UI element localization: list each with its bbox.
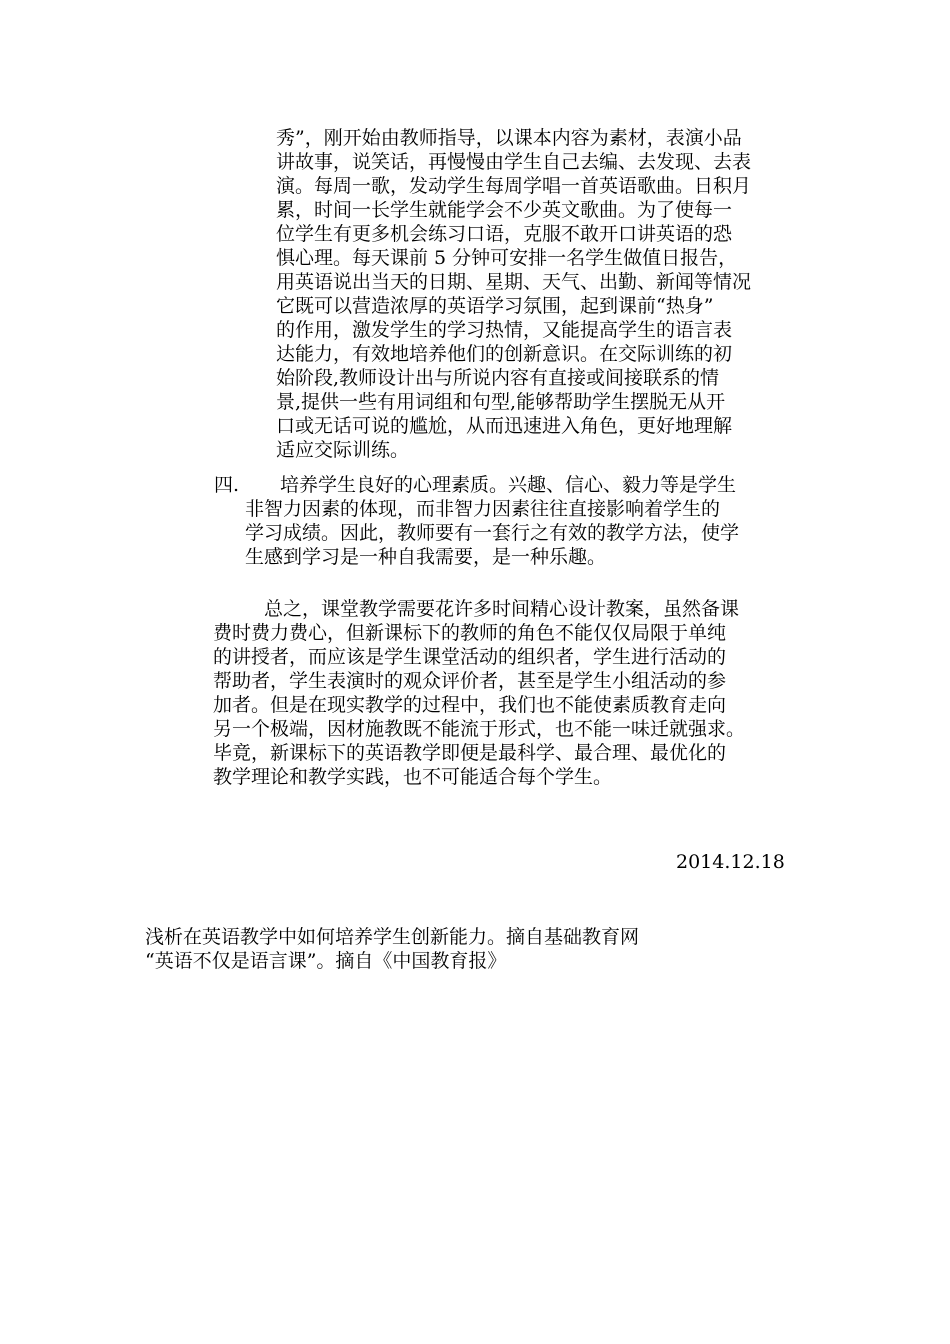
text-line: 培养学生良好的心理素质。兴趣、信心、毅力等是学生 — [280, 474, 737, 496]
text-line: 适应交际训练。 — [276, 439, 410, 461]
text-line: 的作用，激发学生的学习热情，又能提高学生的语言表 — [276, 319, 733, 341]
text-line: 费时费力费心，但新课标下的教师的角色不能仅仅局限于单纯 — [213, 622, 727, 644]
text-line: 它既可以营造浓厚的英语学习氛围，起到课前“热身” — [276, 295, 714, 317]
text-line: 另一个极端，因材施教既不能流于形式，也不能一味迁就强求。 — [213, 718, 746, 740]
item-number: 四. — [214, 474, 240, 496]
date-stamp: 2014.12.18 — [676, 851, 785, 873]
reference-line: 浅析在英语教学中如何培养学生创新能力。摘自基础教育网 — [145, 926, 640, 948]
text-line: 景,提供一些有用词组和句型,能够帮助学生摆脱无从开 — [276, 391, 726, 413]
text-line: 位学生有更多机会练习口语，克服不敢开口讲英语的恐 — [276, 223, 733, 245]
text-line: 用英语说出当天的日期、星期、天气、出勤、新闻等情况 — [276, 271, 752, 293]
text-line: 惧心理。每天课前 5 分钟可安排一名学生做值日报告， — [276, 247, 738, 269]
text-line: 总之，课堂教学需要花许多时间精心设计教案，虽然备课 — [264, 598, 740, 620]
text-line: 加者。但是在现实教学的过程中，我们也不能使素质教育走向 — [213, 694, 727, 716]
text-line: 始阶段,教师设计出与所说内容有直接或间接联系的情 — [276, 367, 720, 389]
text-line: 学习成绩。因此，教师要有一套行之有效的教学方法，使学 — [245, 522, 740, 544]
text-line: 秀”，刚开始由教师指导，以课本内容为素材，表演小品 — [276, 127, 742, 149]
text-line: 教学理论和教学实践，也不可能适合每个学生。 — [213, 766, 613, 788]
text-line: 非智力因素的体现，而非智力因素往往直接影响着学生的 — [245, 498, 721, 520]
text-line: 帮助者，学生表演时的观众评价者，甚至是学生小组活动的参 — [213, 670, 727, 692]
reference-line: “英语不仅是语言课”。摘自《中国教育报》 — [145, 950, 507, 972]
text-line: 讲故事，说笑话，再慢慢由学生自己去编、去发现、去表 — [276, 151, 752, 173]
text-line: 演。每周一歌，发动学生每周学唱一首英语歌曲。日积月 — [276, 175, 752, 197]
text-line: 的讲授者，而应该是学生课堂活动的组织者，学生进行活动的 — [213, 646, 727, 668]
text-line: 达能力，有效地培养他们的创新意识。在交际训练的初 — [276, 343, 733, 365]
text-line: 毕竟，新课标下的英语教学即便是最科学、最合理、最优化的 — [213, 742, 727, 764]
text-line: 累，时间一长学生就能学会不少英文歌曲。为了使每一 — [276, 199, 733, 221]
text-line: 口或无话可说的尴尬，从而迅速进入角色，更好地理解 — [276, 415, 733, 437]
text-line: 生感到学习是一种自我需要，是一种乐趣。 — [245, 546, 607, 568]
